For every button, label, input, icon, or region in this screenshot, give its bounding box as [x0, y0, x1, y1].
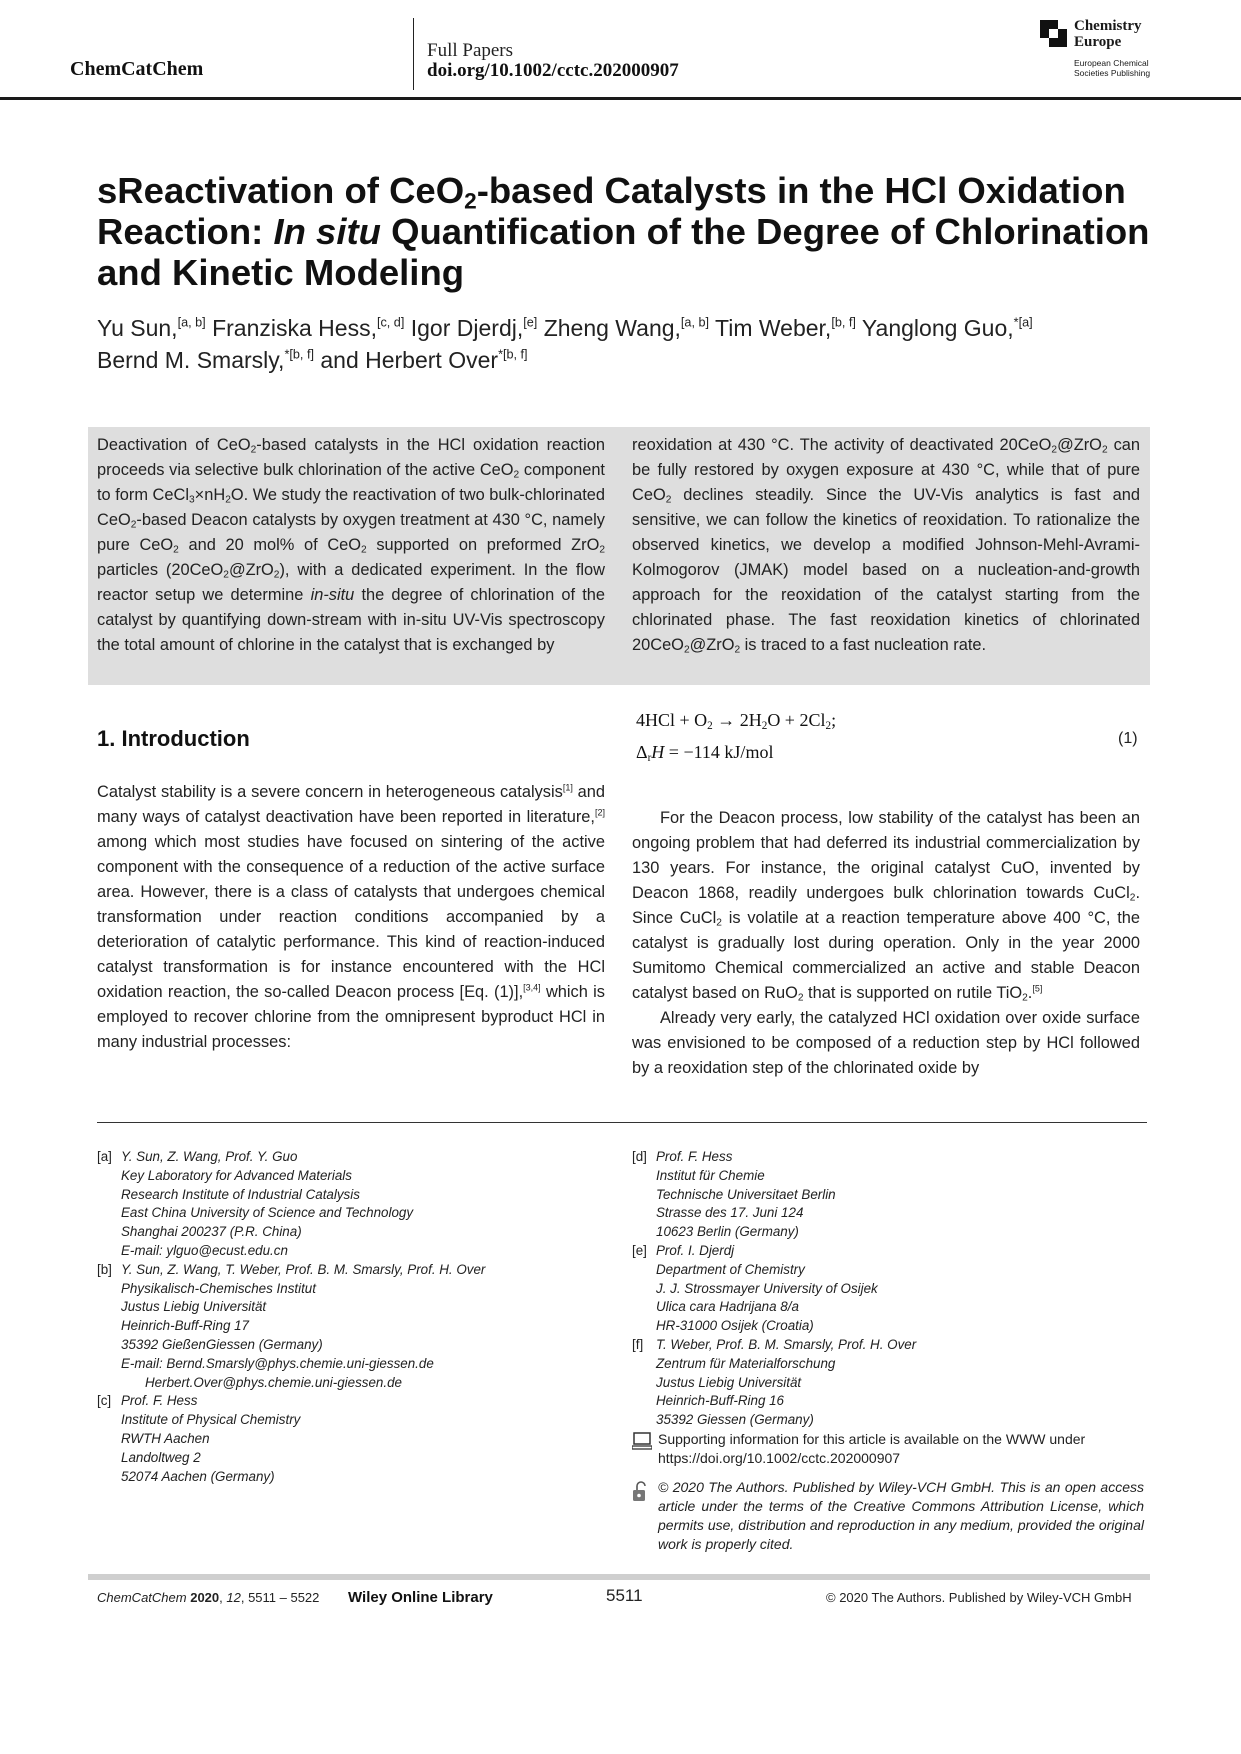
header-divider	[413, 18, 414, 90]
section-label: Full Papers	[427, 40, 514, 61]
citation-ref[interactable]: [1]	[562, 782, 573, 793]
supporting-info-text[interactable]: Supporting information for this article is available on the WWW under https://doi.org/10.1002/cctc.202000907	[658, 1431, 1086, 1466]
author[interactable]: Zheng Wang,[a, b]	[543, 315, 710, 341]
intro-paragraph-2: For the Deacon process, low stability of the catalyst has been an ongoing problem that had deferred its industrial commercialization by 130 years. For instance, the original catalyst CuO, invented by Deacon 1868, readily undergoes bulk chlorination towards CuCl$_2$. Since CuCl$_2$ is volatile at a reaction temperature above 400 °C, the catalyst is gradually lost during operation. Only in the year 2000 Sumitomo Chemical commercialized an active and stable Deacon catalyst based on RuO$_2$ that is supported on rutile TiO$_2$.[5]	[632, 809, 1140, 1004]
footer-bar	[88, 1574, 1150, 1580]
computer-icon	[632, 1432, 652, 1450]
footer-copyright: © 2020 The Authors. Published by Wiley-VCH GmbH	[826, 1590, 1132, 1605]
intro-paragraph-1: Catalyst stability is a severe concern in heterogeneous catalysis[1] and many ways of catalyst deactivation have been reported in literature,[2] among which most studies have focused on sintering of the active component with the consequence of a reduction of the active surface area. However, there is a class of catalysts that undergoes chemical transformation under reaction conditions accompanied by a deterioration of catalytic performance. This kind of reaction-induced catalyst transformation is for instance encountered with the HCl oxidation reaction, the so-called Deacon process [Eq. (1)],[3,4] which is employed to recover chlorine from the omnipresent byproduct HCl in many industrial processes:	[97, 782, 605, 1051]
logo-subtext-1: European Chemical	[1074, 58, 1149, 68]
publisher-logo	[1040, 18, 1180, 82]
equation-number: (1)	[1118, 730, 1138, 747]
email-link[interactable]: E-mail: ylguo@ecust.edu.cn	[121, 1242, 288, 1258]
logo-text-chemistry: Chemistry	[1074, 18, 1142, 34]
affiliation-b: [b] Y. Sun, Z. Wang, T. Weber, Prof. B. M. Smarsly, Prof. H. Over Physikalisch-Chemisches Institut Justus Liebig Universität Heinrich-Buff-Ring 17 35392 GießenGiessen (Germany) E-mail: Bernd.Smarsly@phys.chemie.uni-giessen.de Herbert.Over@phys.chemie.uni-giessen.de	[97, 1261, 597, 1393]
affiliation-d: [d] Prof. F. Hess Institut für Chemie Technische Universitaet Berlin Strasse des 17. Juni 124 10623 Berlin (Germany)	[632, 1149, 836, 1240]
citation-ref[interactable]: [3,4]	[523, 982, 541, 993]
affiliations-left	[97, 1148, 597, 1486]
intro-left-column	[97, 780, 605, 1055]
intro-right-column	[632, 806, 1140, 1081]
affiliation-c: [c] Prof. F. Hess Institute of Physical Chemistry RWTH Aachen Landoltweg 2 52074 Aachen (Germany)	[97, 1393, 301, 1484]
citation-ref[interactable]: [2]	[594, 807, 605, 818]
author[interactable]: Yanglong Guo,$^{*[a]}$	[861, 315, 1033, 341]
page-number: 5511	[606, 1586, 643, 1605]
author[interactable]: Bernd M. Smarsly,$^{*[b, f]}$	[97, 347, 314, 373]
open-access-lock-icon	[632, 1480, 650, 1502]
author-list	[97, 312, 1157, 376]
journal-name: ChemCatChem	[70, 58, 204, 80]
author[interactable]: Franziska Hess,[c, d]	[212, 315, 405, 341]
logo-text-europe: Europe	[1074, 34, 1122, 50]
doi-link[interactable]: doi.org/10.1002/cctc.202000907	[427, 60, 679, 81]
footer-citation: ChemCatChem 2020, 12, 5511 – 5522	[97, 1590, 320, 1605]
affiliation-e: [e] Prof. I. Djerdj Department of Chemistry J. J. Strossmayer University of Osijek Ulica cara Hadrijana 8/a HR-31000 Osijek (Croatia)	[632, 1242, 878, 1334]
author[interactable]: Igor Djerdj,[e]	[410, 315, 538, 341]
author[interactable]: Yu Sun,[a, b]	[97, 315, 206, 341]
intro-paragraph-3: Already very early, the catalyzed HCl oxidation over oxide surface was envisioned to be composed of a reduction step by HCl followed by a reoxidation step of the chlorinated oxide by	[632, 1009, 1140, 1077]
citation-ref[interactable]: [5]	[1032, 983, 1043, 994]
open-access-text: © 2020 The Authors. Published by Wiley-VCH GmbH. This is an open access article under the terms of the Creative Commons Attribution License, which permits use, distribution and reproduction in any medium, provided the original work is properly cited.	[658, 1479, 1144, 1552]
affiliation-a: [a] Y. Sun, Z. Wang, Prof. Y. Guo Key Laboratory for Advanced Materials Research Institute of Industrial Catalysis East China University of Science and Technology Shanghai 200237 (P.R. China) E-mail: ylguo@ecust.edu.cn	[97, 1148, 597, 1261]
section-heading-introduction: 1. Introduction	[97, 726, 250, 751]
abstract-right-column: reoxidation at 430 °C. The activity of deactivated 20CeO$_2$@ZrO$_2$ can be fully restored by oxygen exposure at 430 °C, while that of pure CeO$_2$ declines steadily. Since the UV-Vis analytics is fast and sensitive, we can follow the kinetics of reoxidation. To rationalize the observed kinetics, we develop a modified Johnson-Mehl-Avrami-Kolmogorov (JMAK) model based on a nucleation-and-growth approach for the reoxidation of the catalyst starting from the chlorinated phase. The fast reoxidation kinetics of chlorinated 20CeO$_2$@ZrO$_2$ is traced to a fast nucleation rate.	[632, 436, 1140, 656]
author[interactable]: Tim Weber,[b, f]	[715, 315, 856, 341]
affiliation-f: [f] T. Weber, Prof. B. M. Smarsly, Prof. H. Over Zentrum für Materialforschung Justus Liebig Universität Heinrich-Buff-Ring 16 35392 Giessen (Germany)	[632, 1336, 917, 1428]
chemistry-europe-logo-icon	[1040, 20, 1068, 48]
email-link[interactable]: E-mail: Bernd.Smarsly@phys.chemie.uni-giessen.de	[121, 1355, 434, 1371]
header-rule	[0, 97, 1241, 100]
abstract-left-column: Deactivation of CeO$_2$-based catalysts in the HCl oxidation reaction proceeds via selective bulk chlorination of the active CeO$_2$ component to form $CeCl_3\times nH_2O$. We study the reactivation of two bulk-chlorinated CeO$_2$-based Deacon catalysts by oxygen treatment at 430 °C, namely pure CeO$_2$ and 20 mol% of CeO$_2$ supported on preformed ZrO$_2$ particles (20CeO$_2$@ZrO$_2$), with a dedicated experiment. In the flow reactor setup we determine in-situ the degree of chlorination of the catalyst by quantifying down-stream with in-situ UV-Vis spectroscopy the total amount of chlorine in the catalyst that is exchanged by	[97, 436, 606, 654]
article-title: sReactivation of CeO$_2$-based Catalysts in the HCl Oxidation Reaction: In situ Quantification of the Degree of Chlorination and Kinetic Modeling	[97, 170, 1150, 293]
equation-line-1: $4HCl + O_2 \to 2H_2O + 2Cl_2$;	[636, 710, 837, 732]
email-link[interactable]: Herbert.Over@phys.chemie.uni-giessen.de	[145, 1374, 402, 1390]
author[interactable]: and Herbert Over$^{*[b, f]}$	[320, 347, 528, 373]
affiliations-rule	[97, 1122, 1147, 1123]
logo-subtext-2: Societies Publishing	[1074, 68, 1151, 78]
wiley-online-library-link[interactable]: Wiley Online Library	[348, 1589, 493, 1606]
equation-line-2: $\Delta_rH = -114$ kJ/mol	[636, 742, 774, 764]
affiliations-right	[632, 1148, 1142, 1430]
